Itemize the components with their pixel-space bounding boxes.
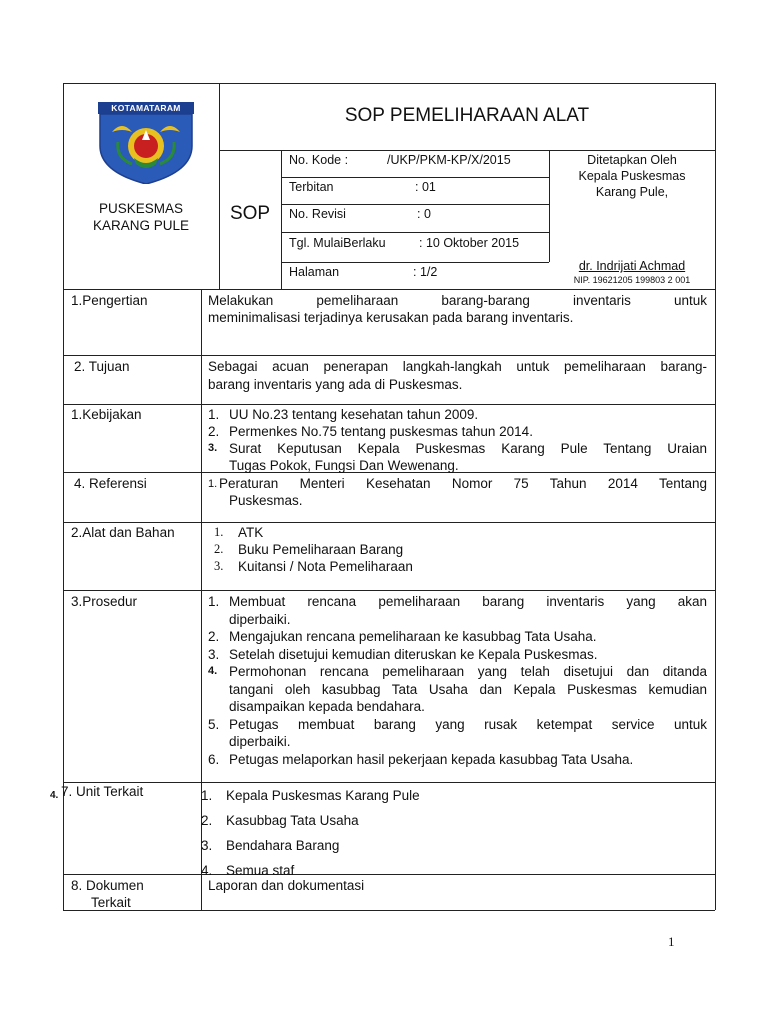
meta-halaman: Halaman : 1/2 [289, 265, 438, 279]
meta-kode: No. Kode : /UKP/PKM-KP/X/2015 [289, 153, 511, 167]
sop-label: SOP [229, 203, 271, 224]
text-dokumen: Laporan dan dokumentasi [208, 878, 365, 893]
list-item: 6. Petugas melaporkan hasil pekerjaan kepada kasubbag Tata Usaha. [208, 751, 634, 767]
text-pengertian: Melakukan pemeliharaan barang-barang inventaris untuk meminimalisasi terjadinya kerusakan pada barang inventaris. [208, 293, 707, 325]
list-item: 2. Permenkes No.75 tentang puskesmas tahun 2014. [208, 424, 533, 439]
list-prosedur [208, 593, 707, 768]
meta-terbitan: Terbitan : 01 [289, 180, 436, 194]
label-unit: 7. Unit Terkait [61, 784, 144, 799]
list-kebijakan [208, 406, 707, 474]
document-title: SOP PEMELIHARAAN ALAT [344, 105, 590, 126]
signer-name: dr. Indrijati Achmad [578, 259, 686, 273]
institution-name: PUSKESMAS KARANG PULE [92, 201, 190, 233]
list-item: 3. Setelah disetujui kemudian diteruskan ke Kepala Puskesmas. [208, 646, 598, 662]
list-alat [214, 524, 694, 575]
list-item: 5. Petugas membuat barang yang rusak ketempat service untuk diperbaiki. [208, 716, 707, 749]
label-dokumen: 8. Dokumen Terkait [71, 878, 144, 910]
list-unit [201, 783, 701, 883]
list-item: 1. ATK [214, 525, 264, 540]
list-item: 4. Semua staf [201, 863, 295, 878]
list-item: 4. Permohonan rencana pemeliharaan yang telah disetujui dan ditanda tangani oleh kasubbag Tata Usaha dan Kepala Puskesmas kemudian disampaikan kepada bendahara. [208, 664, 707, 714]
list-item: 1. UU No.23 tentang kesehatan tahun 2009. [208, 407, 479, 422]
list-item: 3. Bendahara Barang [201, 838, 340, 853]
institution-logo [98, 102, 194, 184]
list-item: 3. Surat Keputusan Kepala Puskesmas Karang Pule Tentang Uraian Tugas Pokok, Fungsi Dan Wewenang. [208, 441, 707, 473]
label-pengertian: 1.Pengertian [71, 293, 148, 308]
label-tujuan: 2. Tujuan [74, 359, 130, 374]
label-prosedur: 3.Prosedur [71, 594, 138, 609]
signer-nip: NIP. 19621205 199803 2 001 [573, 275, 691, 285]
text-tujuan: Sebagai acuan penerapan langkah-langkah untuk pemeliharaan barang- barang inventaris yang ada di Puskesmas. [208, 359, 707, 392]
text-referensi: 1. Peraturan Menteri Kesehatan Nomor 75 Tahun 2014 Tentang Puskesmas. [208, 476, 707, 508]
page-number: 1 [668, 934, 675, 949]
list-item: 1. Membuat rencana pemeliharaan barang inventaris yang akan diperbaiki. [208, 594, 707, 627]
list-item: 2. Buku Pemeliharaan Barang [214, 542, 404, 557]
label-referensi: 4. Referensi [74, 476, 147, 491]
label-unit-prefix: 4. [50, 790, 59, 801]
meta-tgl: Tgl. MulaiBerlaku : 10 Oktober 2015 [289, 236, 520, 250]
list-item: 3. Kuitansi / Nota Pemeliharaan [214, 559, 413, 574]
approval-block: Ditetapkan Oleh Kepala Puskesmas Karang Pule, [578, 153, 686, 199]
logo-text: KOTAMATARAM [111, 103, 181, 113]
label-alat: 2.Alat dan Bahan [71, 525, 175, 540]
meta-revisi: No. Revisi : 0 [289, 207, 431, 221]
list-item: 2. Mengajukan rencana pemeliharaan ke kasubbag Tata Usaha. [208, 629, 597, 644]
list-item: 1. Kepala Puskesmas Karang Pule [201, 788, 420, 803]
list-item: 2. Kasubbag Tata Usaha [201, 813, 359, 828]
label-kebijakan: 1.Kebijakan [71, 407, 142, 422]
